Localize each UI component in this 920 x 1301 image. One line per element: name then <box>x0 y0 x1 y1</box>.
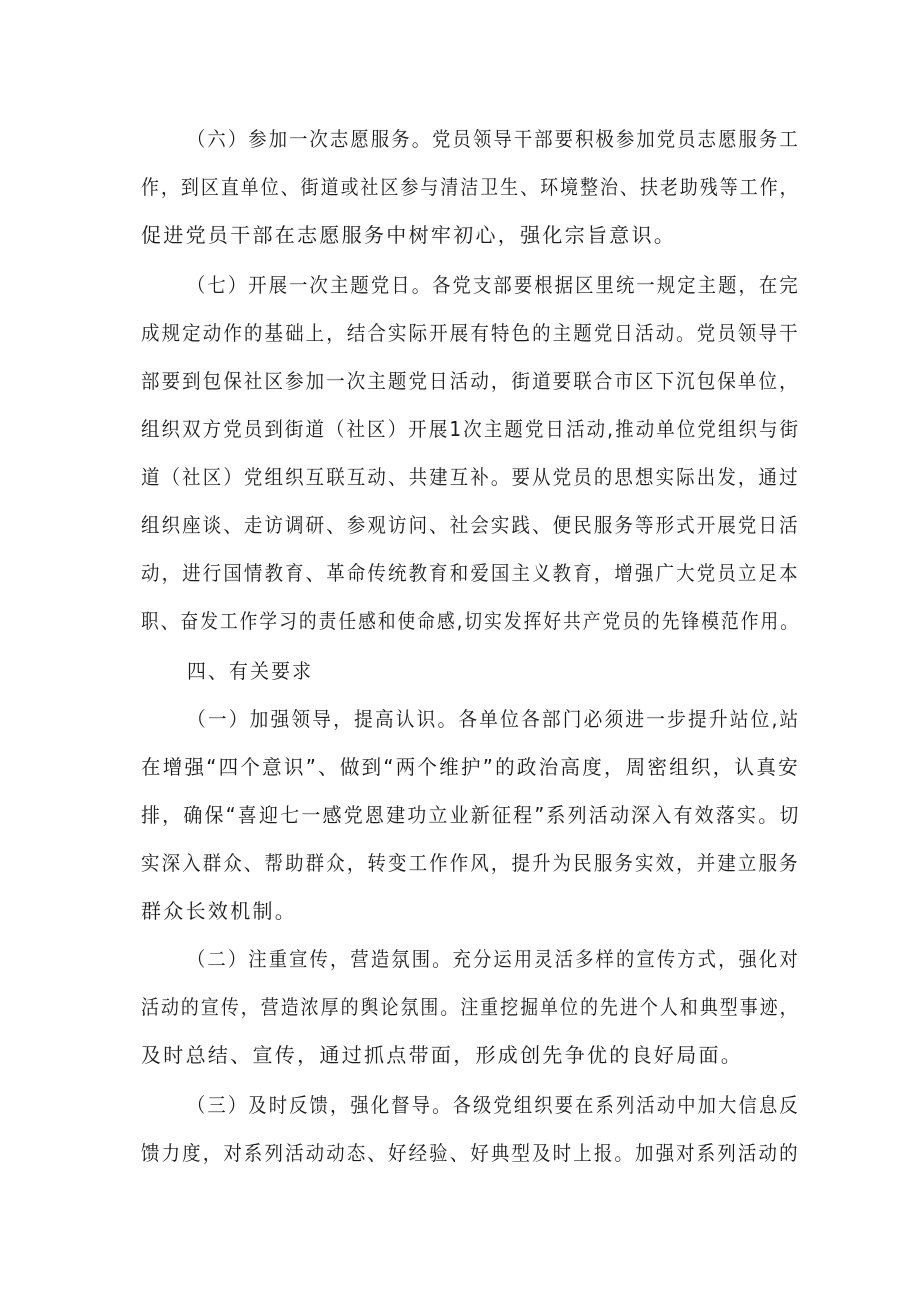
requirement-3-line-1: （三）及时反馈，强化督导。各级党组织要在系列活动中加大信息反 <box>187 1093 800 1117</box>
section-heading: 四、有关要求 <box>187 659 314 683</box>
paragraph-7-line-7: 动，进行国情教育、革命传统教育和爱国主义教育，增强广大党员立足本 <box>141 561 800 585</box>
paragraph-7-line-8: 职、奋发工作学习的责任感和使命感,切实发挥好共产党员的先锋模范作用。 <box>141 609 800 633</box>
requirement-1-line-3: 排，确保“喜迎七一感党恩建功立业新征程”系列活动深入有效落实。切 <box>141 803 801 827</box>
requirement-2-line-3: 及时总结、宣传，通过抓点带面，形成创先争优的良好局面。 <box>141 1043 744 1067</box>
paragraph-7-line-1: （七）开展一次主题党日。各党支部要根据区里统一规定主题，在完 <box>187 273 800 297</box>
paragraph-7-line-6: 组织座谈、走访调研、参观访问、社会实践、便民服务等形式开展党日活 <box>141 513 800 537</box>
paragraph-6-line-3: 促进党员干部在志愿服务中树牢初心，强化宗旨意识。 <box>141 223 677 247</box>
paragraph-7-line-4: 组织双方党员到街道（社区）开展1次主题党日活动,推动单位党组织与街 <box>141 417 801 441</box>
paragraph-7-line-2: 成规定动作的基础上，结合实际开展有特色的主题党日活动。党员领导干 <box>141 321 800 345</box>
requirement-1-line-4: 实深入群众、帮助群众，转变工作作风，提升为民服务实效，并建立服务 <box>141 851 800 875</box>
requirement-1-line-2: 在增强“四个意识”、做到“两个维护”的政治高度，周密组织，认真安 <box>141 755 800 779</box>
requirement-2-line-1: （二）注重宣传，营造氛围。充分运用灵活多样的宣传方式，强化对 <box>187 947 800 971</box>
requirement-1-line-5: 群众长效机制。 <box>141 899 298 923</box>
paragraph-7-line-5: 道（社区）党组织互联互动、共建互补。要从党员的思想实际出发，通过 <box>141 465 800 489</box>
requirement-1-line-1: （一）加强领导，提高认识。各单位各部门必须进一步提升站位,站 <box>187 707 801 731</box>
requirement-3-line-2: 馈力度，对系列活动动态、好经验、好典型及时上报。加强对系列活动的 <box>141 1141 800 1165</box>
paragraph-6-line-1: （六）参加一次志愿服务。党员领导干部要积极参加党员志愿服务工 <box>187 127 800 151</box>
requirement-2-line-2: 活动的宣传，营造浓厚的舆论氛围。注重挖掘单位的先进个人和典型事迹， <box>141 995 800 1019</box>
paragraph-6-line-2: 作，到区直单位、街道或社区参与清洁卫生、环境整治、扶老助残等工作， <box>141 175 800 199</box>
paragraph-7-line-3: 部要到包保社区参加一次主题党日活动，街道要联合市区下沉包保单位， <box>141 369 800 393</box>
